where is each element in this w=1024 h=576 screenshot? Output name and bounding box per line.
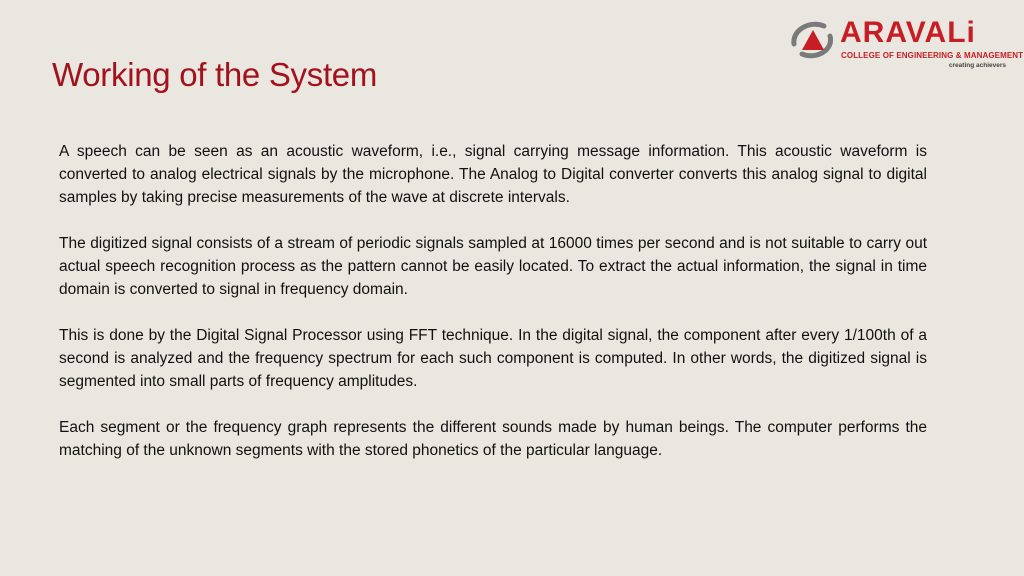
slide-body (59, 140, 927, 485)
body-paragraph: Each segment or the frequency graph represents the different sounds made by human beings. The computer performs the matching of the unknown segments with the stored phonetics of the particular language. (59, 419, 927, 459)
triangle-swirl-logo-icon (788, 18, 838, 62)
logo-name: ARAVALi (840, 16, 976, 49)
body-paragraph: A speech can be seen as an acoustic waveform, i.e., signal carrying message information. This acoustic waveform is converted to analog electrical signals by the microphone. The Analog to Digital converter converts this analog signal to digital samples by taking precise measurements of the wave at discrete intervals. (59, 143, 927, 206)
logo-subtitle: COLLEGE OF ENGINEERING & MANAGEMENT (841, 51, 1024, 60)
body-paragraph: The digitized signal consists of a stream of periodic signals sampled at 16000 times per second and is not suitable to carry out actual speech recognition process as the pattern cannot be easily located. To extract the actual information, the signal in time domain is converted to signal in frequency domain. (59, 235, 927, 298)
slide-title: Working of the System (52, 56, 378, 93)
college-logo (788, 16, 1024, 74)
body-paragraph: This is done by the Digital Signal Processor using FFT technique. In the digital signal, the component after every 1/100th of a second is analyzed and the frequency spectrum for each such component is computed. In other words, the digitized signal is segmented into small parts of frequency amplitudes. (59, 327, 927, 390)
logo-tagline: creating achievers (948, 62, 1006, 69)
